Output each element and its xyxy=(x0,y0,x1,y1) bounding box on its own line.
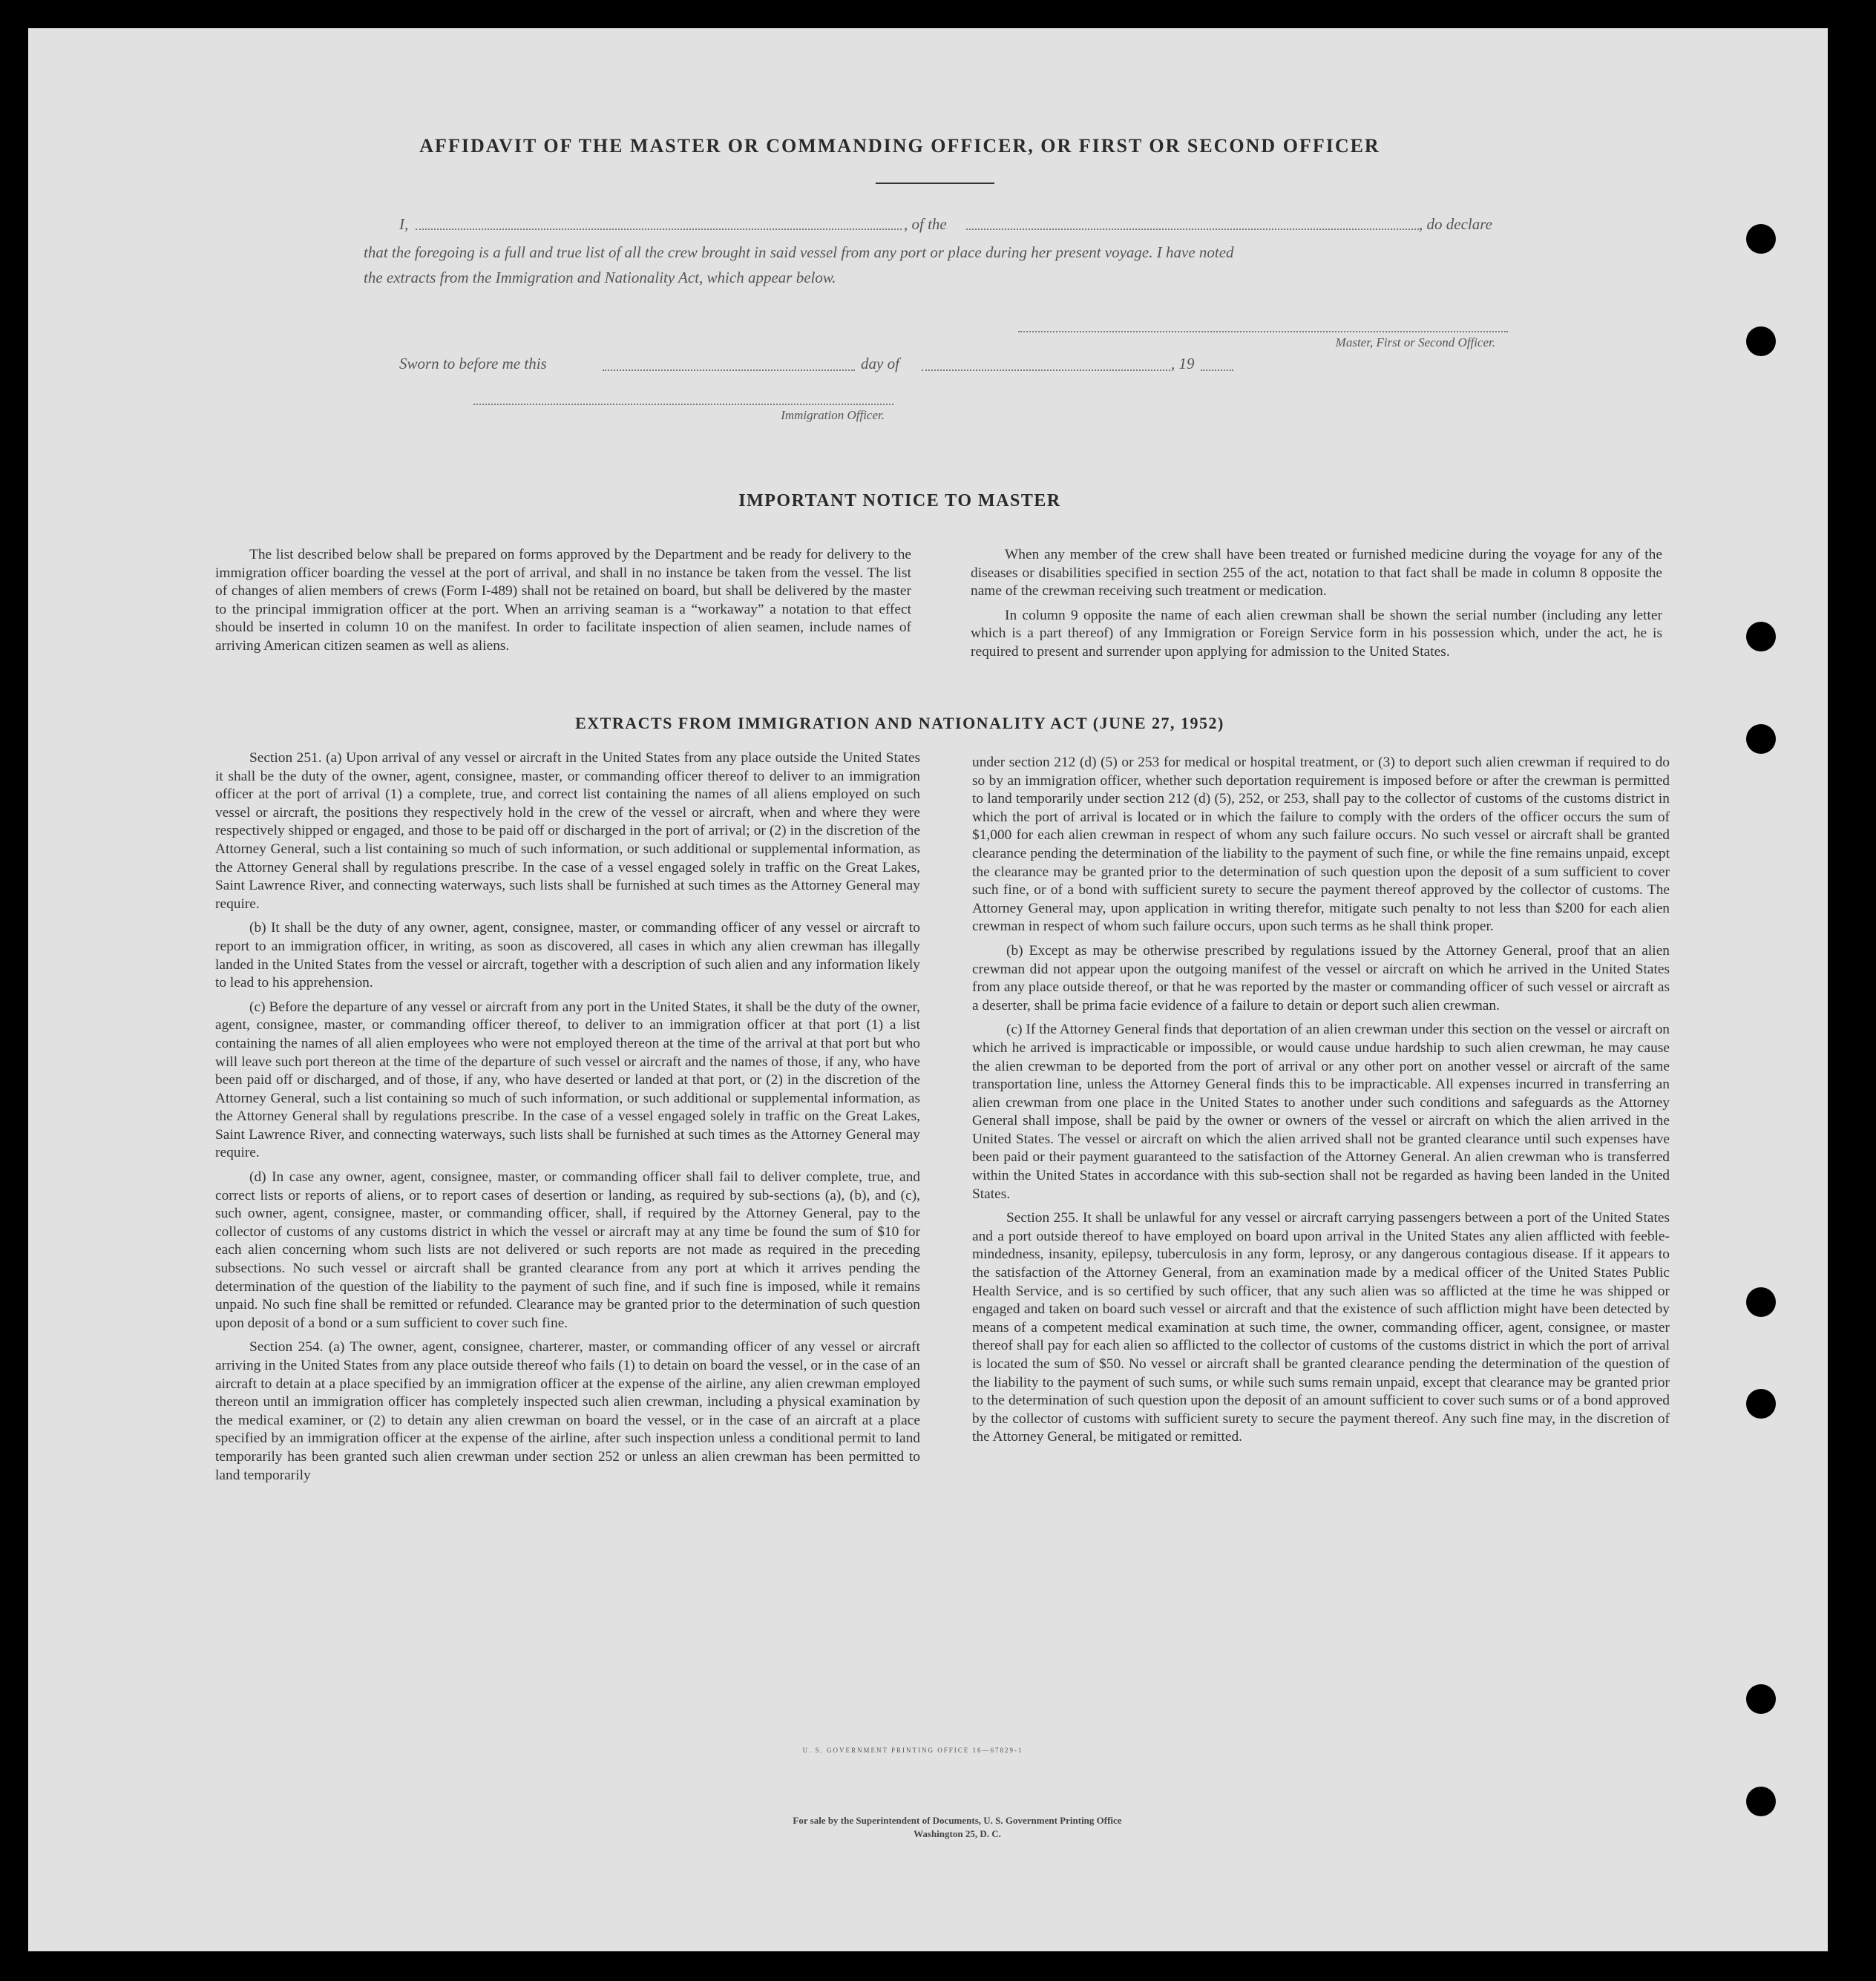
declaration-line-1: that the foregoing is a full and true list of all the crew brought in said vessel from any port or place during her present voyage. I have noted xyxy=(364,243,1234,261)
punch-hole xyxy=(1746,1389,1776,1419)
name-field[interactable] xyxy=(416,229,902,230)
day-of-label: day of xyxy=(861,355,899,372)
punch-hole xyxy=(1746,1684,1776,1714)
printer-mark: U. S. GOVERNMENT PRINTING OFFICE 16—67829-1 xyxy=(802,1747,1023,1754)
punch-hole xyxy=(1746,1287,1776,1317)
officer-signature-label: Immigration Officer. xyxy=(781,408,885,422)
footer-line-2: Washington 25, D. C. xyxy=(914,1828,1001,1839)
punch-hole xyxy=(1746,622,1776,651)
section-paragraph: under section 212 (d) (5) or 253 for medical or hospital treatment, or (3) to deport such alien crewman if required to do so by an immigration officer, whether such deportation requirement is imposed before or after the crewman is permitted to land temporarily under section 212 (d) (5), 252, or 253, shall pay to the collector of customs of the customs district in which the port of arrival is located or in which the failure to comply with the orders of the officer occurs the sum of $1,000 for each alien crewman in respect of whom any such failure occurs. No such vessel or aircraft shall be granted clearance pending the determination of the liability to the payment of such fine, or while the fine remains unpaid, except the clearance may be granted prior to the determination of such question upon the deposit of a sum sufficient to cover such fine, or of a bond with sufficient surety to secure the payment thereof approved by the collector of customs. The Attorney General may, upon application in writing therefor, mitigate such penalty to not less than $200 for each alien crewman in respect of whom such failure occurs, upon such terms as he shall think proper. xyxy=(972,755,1670,935)
sworn-month-field[interactable] xyxy=(922,369,1170,371)
section-paragraph: (d) In case any owner, agent, consignee, master, or commanding officer shall fail to deliver complete, true, and correct lists or reports of aliens, or to report cases of desertion or landing, as required by sub-sections (a), (b), and (c), such owner, agent, consignee, master, or commanding officer, shall, if required by the Attorney General, pay to the collector of customs of any customs district in which the vessel or aircraft may at any time be found the sum of $10 for each alien concerning whom such lists are not delivered or such reports are not made as required in the preceding subsections. No such vessel or aircraft shall be granted clearance from any port at which it arrives pending the determination of the question of the liability to the payment of such fine, and if such fine is imposed, while it remains unpaid. No such fine shall be remitted or refunded. Clearance may be granted prior to the determination of such question upon deposit of a bond or a sum sufficient to cover such fine. xyxy=(215,1169,920,1331)
extracts-right-column xyxy=(972,754,1670,1447)
section-paragraph: Section 255. It shall be unlawful for any vessel or aircraft carrying passengers between a port of the United States and a port outside thereof to have employed on board upon arrival in the United States any alien afflicted with feeble-mindedness, insanity, epilepsy, tuberculosis in any form, leprosy, or any dangerous contagious disease. If it appears to the satisfaction of the Attorney General, from an examination made by a medical officer of the United States Public Health Service, and is so certified by such officer, that any such alien was so afflicted at the time he was shipped or engaged and taken on board such vessel or aircraft and that the existence of such affliction might have been detected by means of a competent medical examination at such time, the owner, commanding officer, agent, consignee, or master thereof shall pay for each alien so afflicted to the collector of customs of the customs district in which the port of arrival is located the sum of $50. No vessel or aircraft shall be granted clearance pending the determination of the question of the liability to the payment of such sums, or while such sums remain unpaid, except that clearance may be granted prior to the determination of such question upon the deposit of an amount sufficient to cover such sums or of a bond approved by the collector of customs with sufficient surety to secure the payment thereof. Any such fine may, in the discretion of the Attorney General, be mitigated or remitted. xyxy=(972,1210,1670,1445)
punch-hole xyxy=(1746,326,1776,356)
officer-signature-field[interactable] xyxy=(473,404,893,405)
affidavit-title: AFFIDAVIT OF THE MASTER OR COMMANDING OFFICER, OR FIRST OR SECOND OFFICER xyxy=(419,135,1380,157)
notice-paragraph: The list described below shall be prepared on forms approved by the Department and be ready for delivery to the immigration officer boarding the vessel at the port of arrival, and shall in no instance be taken from the vessel. The list of changes of alien members of crews (Form I-489) shall not be retained on board, but shall be delivered by the master to the principal immigration officer at the port. When an arriving seaman is a “workaway” a notation to that effect should be inserted in column 10 on the manifest. In order to facilitate inspection of alien seamen, include names of arriving American citizen seamen as well as aliens. xyxy=(215,547,911,654)
sworn-year-field[interactable] xyxy=(1201,369,1233,371)
punch-hole xyxy=(1746,1787,1776,1816)
notice-paragraph: When any member of the crew shall have been treated or furnished medicine during the voyage for any of the diseases or disabilities specified in section 255 of the act, notation to that fact shall be made in column 8 opposite the name of the crewman receiving such treatment or medication. xyxy=(971,547,1662,599)
title-underline xyxy=(876,183,994,184)
punch-hole xyxy=(1746,224,1776,254)
notice-title: IMPORTANT NOTICE TO MASTER xyxy=(738,491,1061,510)
section-paragraph: (b) It shall be the duty of any owner, agent, consignee, master, or commanding officer of any vessel or aircraft to report to an immigration officer, in writing, as soon as discovered, all cases in which any alien crewman has illegally landed in the United States from the vessel or aircraft, together with a description of such alien and any information likely to lead to his apprehension. xyxy=(215,920,920,991)
section-paragraph: Section 251. (a) Upon arrival of any vessel or aircraft in the United States from any place outside the United States it shall be the duty of the owner, agent, consignee, master, or commanding officer thereof to deliver to an immigration officer at the port of arrival (1) a complete, true, and correct list containing the names of all aliens employed on such vessel or aircraft, the positions they respectively hold in the crew of the vessel or aircraft, when and where they were respectively shipped or engaged, and those to be paid off or discharged in the port of arrival; or (2) in the discretion of the Attorney General, such a list containing so much of such information, or such additional or supplemental information, as the Attorney General shall by regulations prescribe. In the case of a vessel engaged solely in traffic on the Great Lakes, Saint Lawrence River, and connecting waterways, such lists shall be furnished at such times as the Attorney General may require. xyxy=(215,750,920,912)
section-paragraph: (c) If the Attorney General finds that deportation of an alien crewman under this section on the vessel or aircraft on which he arrived is impracticable or impossible, or would cause undue hardship to such alien crewman, he may cause the alien crewman to be deported from the port of arrival or any other port on another vessel or aircraft of the same transportation line, unless the Attorney General finds this to be impracticable. All expenses incurred in transferring an alien crewman from one place in the United States to another under such conditions and safeguards as the Attorney General shall impose, shall be paid by the owner or owners of the vessel or aircraft on which the alien arrived in the United States. The vessel or aircraft on which the alien arrived shall not be granted clearance until such expenses have been paid or their payment guaranteed to the satisfaction of the Attorney General. An alien crewman who is transferred within the United States in accordance with this sub-section shall not be regarded as having been landed in the United States. xyxy=(972,1022,1670,1202)
declaration-line-2: the extracts from the Immigration and Nationality Act, which appear below. xyxy=(364,269,836,286)
master-signature-label: Master, First or Second Officer. xyxy=(1335,335,1495,349)
section-paragraph: Section 254. (a) The owner, agent, consignee, charterer, master, or commanding officer of any vessel or aircraft arriving in the United States from any place outside thereof who fails (1) to detain on board the vessel, or in the case of an aircraft to detain at a place specified by an immigration officer at the expense of the airline, any alien crewman employed thereon until an immigration officer has completely inspected such alien crewman, including a physical examination by the medical examiner, or (2) to detain any alien crewman on board the vessel, or in the case of an aircraft at a place specified by an immigration officer at the expense of the airline, after such inspection unless a conditional permit to land temporarily has been granted such alien crewman under section 252 or unless an alien crewman has been permitted to land temporarily xyxy=(215,1339,920,1483)
punch-hole xyxy=(1746,724,1776,754)
notice-paragraph: In column 9 opposite the name of each alien crewman shall be shown the serial number (including any letter which is a part thereof) of any Immigration or Foreign Service form in his possession which, under the act, he is required to present and surrender upon applying for admission to the United States. xyxy=(971,607,1662,660)
year-label: , 19 xyxy=(1171,355,1195,372)
vessel-field[interactable] xyxy=(966,229,1419,230)
i-label: I, xyxy=(399,215,409,233)
notice-left-column xyxy=(215,546,911,656)
section-paragraph: (c) Before the departure of any vessel or aircraft from any port in the United States, it shall be the duty of the owner, agent, consignee, master, or commanding officer thereof, to deliver to an immigration officer at that port (1) a list containing the names of all alien employees who were not employed thereon at the time of the arrival at that port but who will leave such port thereon at the time of the departure of such vessel or aircraft and the names of those, if any, who have been paid off or discharged, and of those, if any, who have deserted or landed at that port, or (2) in the discretion of the Attorney General, such a list containing so much of such information, or such additional or supplemental information, as the Attorney General shall by regulations prescribe. In the case of a vessel engaged solely in traffic on the Great Lakes, Saint Lawrence River, and connecting waterways, such lists shall be furnished at such times as the Attorney General may require. xyxy=(215,999,920,1161)
extracts-title: EXTRACTS FROM IMMIGRATION AND NATIONALITY ACT (JUNE 27, 1952) xyxy=(575,714,1224,732)
do-declare-label: , do declare xyxy=(1419,215,1492,233)
section-paragraph: (b) Except as may be otherwise prescribed by regulations issued by the Attorney General, proof that an alien crewman did not appear upon the outgoing manifest of the vessel or aircraft on which he arrived in the United States from any place outside thereof, or that he was reported by the master or commanding officer of such vessel or aircraft as a deserter, shall be prima facie evidence of a failure to detain or deport such alien crewman. xyxy=(972,942,1670,1014)
master-signature-field[interactable] xyxy=(1018,331,1508,332)
extracts-left-column xyxy=(215,749,920,1485)
sworn-day-field[interactable] xyxy=(603,369,855,371)
notice-right-column xyxy=(971,546,1662,662)
sworn-label: Sworn to before me this xyxy=(399,355,547,372)
of-the-label: , of the xyxy=(904,215,947,233)
footer-line-1: For sale by the Superintendent of Documents, U. S. Government Printing Office xyxy=(793,1815,1122,1826)
